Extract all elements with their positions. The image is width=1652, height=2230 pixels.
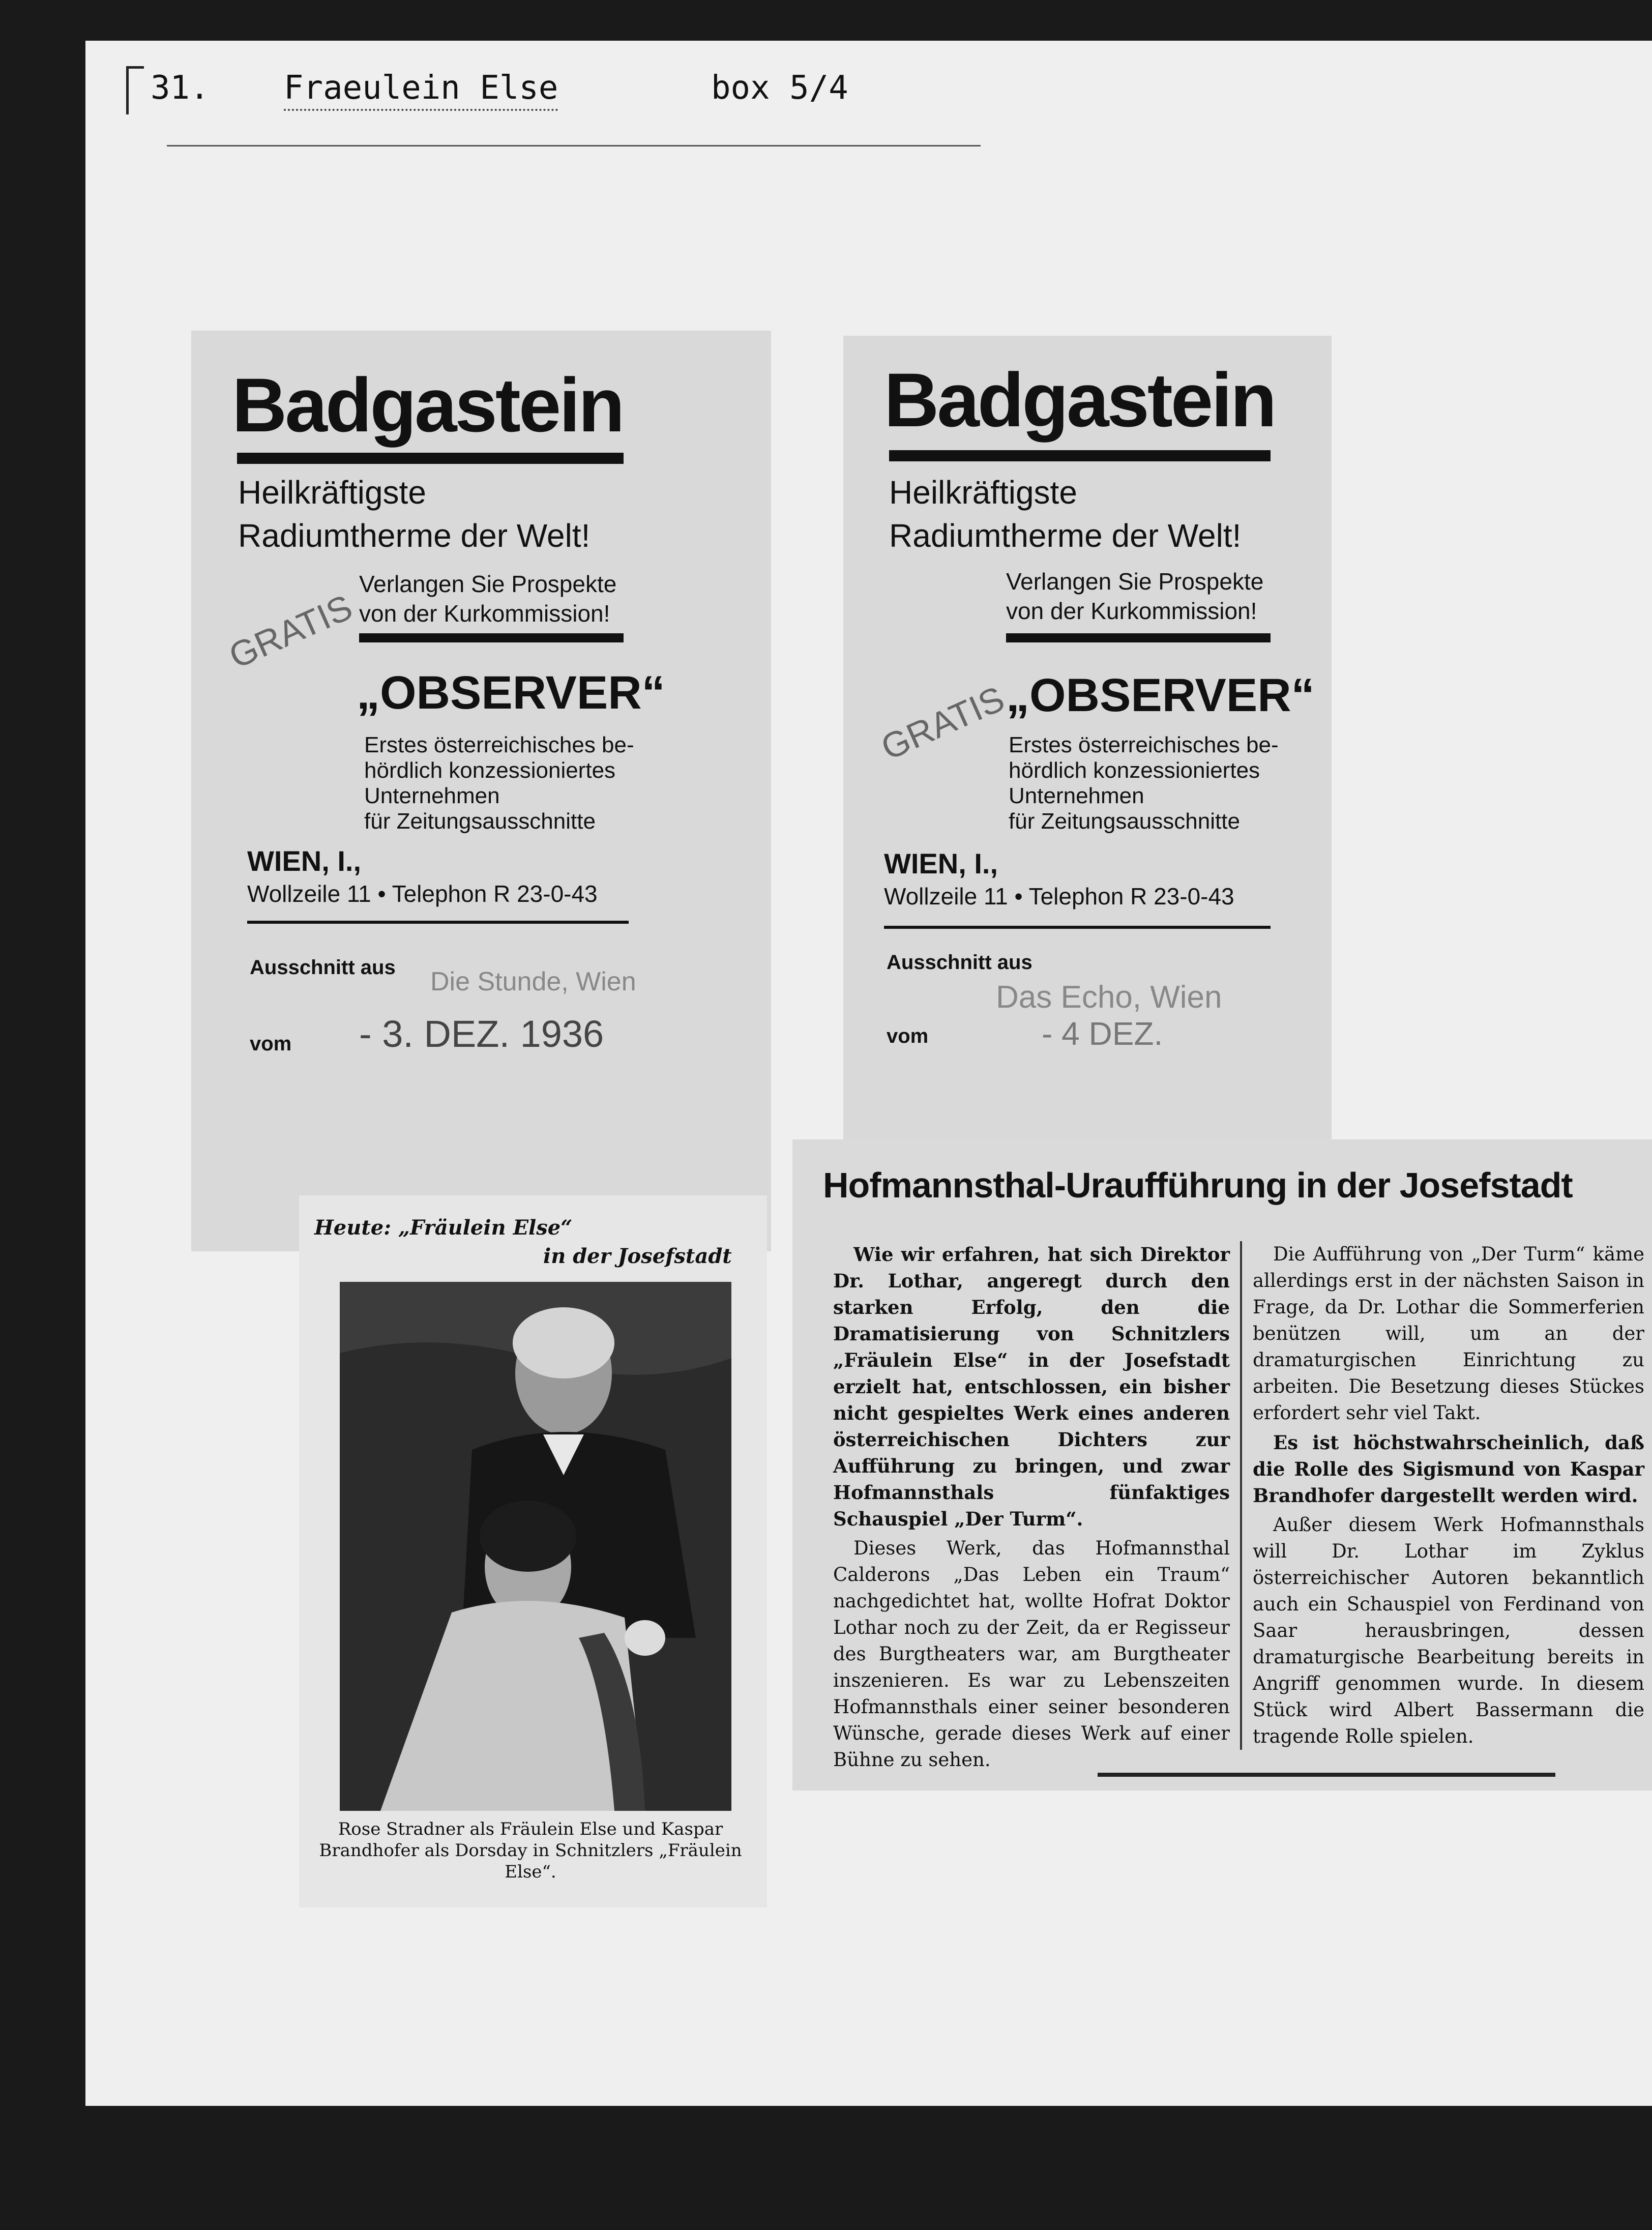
gratis-stamp: GRATIS bbox=[875, 678, 1010, 768]
article-bottom-rule bbox=[1098, 1773, 1555, 1777]
clipping-card-1 bbox=[191, 331, 771, 1251]
vom-label: vom bbox=[887, 1025, 929, 1047]
tagline-2: Radiumtherme der Welt! bbox=[238, 517, 591, 554]
brand-underline bbox=[237, 453, 624, 464]
brand-underline bbox=[889, 450, 1271, 461]
desc-line-2: hördlich konzessioniertes bbox=[364, 758, 616, 783]
ausschnitt-label: Ausschnitt aus bbox=[250, 956, 396, 979]
prospekt-line-1: Verlangen Sie Prospekte bbox=[359, 571, 617, 597]
box-label: box 5/4 bbox=[711, 69, 848, 107]
photo-caption: Rose Stradner als Fräulein Else und Kaspar Brandhofer als Dorsday in Schnitzlers „Fräulein Else“. bbox=[319, 1819, 742, 1882]
source-stamp: Die Stunde, Wien bbox=[430, 967, 636, 996]
desc-line-3: Unternehmen bbox=[1009, 783, 1144, 808]
prospekt-line-2: von der Kurkommission! bbox=[1006, 598, 1257, 624]
city-line: WIEN, I., bbox=[247, 845, 361, 877]
photo-headline-2: in der Josefstadt bbox=[543, 1244, 732, 1268]
address-rule bbox=[247, 921, 629, 924]
prospekt-line-1: Verlangen Sie Prospekte bbox=[1006, 568, 1264, 595]
ausschnitt-label: Ausschnitt aus bbox=[887, 951, 1032, 974]
date-stamp: - 3. DEZ. 1936 bbox=[359, 1013, 604, 1055]
corner-bracket bbox=[126, 66, 144, 114]
address-line: Wollzeile 11 • Telephon R 23-0-43 bbox=[247, 881, 598, 907]
item-title: Fraeulein Else bbox=[284, 69, 558, 111]
observer-name: „OBSERVER“ bbox=[357, 667, 665, 719]
desc-line-4: für Zeitungsausschnitte bbox=[364, 809, 596, 834]
photo-clipping bbox=[299, 1195, 767, 1908]
sheet-header bbox=[126, 56, 991, 127]
desc-line-4: für Zeitungsausschnitte bbox=[1009, 809, 1240, 834]
article-column-2 bbox=[1253, 1241, 1644, 1753]
address-line: Wollzeile 11 • Telephon R 23-0-43 bbox=[884, 883, 1234, 909]
date-stamp: - 4 DEZ. bbox=[1042, 1015, 1163, 1052]
gratis-stamp: GRATIS bbox=[223, 586, 358, 677]
article-paragraph: Es ist höchstwahrscheinlich, daß die Rolle des Sigismund von Kaspar Brandhofer dargestellt werden wird. bbox=[1253, 1431, 1644, 1507]
prospekt-line-2: von der Kurkommission! bbox=[359, 600, 610, 627]
address-rule bbox=[884, 926, 1271, 929]
observer-name: „OBSERVER“ bbox=[1006, 669, 1315, 721]
article-clipping bbox=[792, 1139, 1652, 1791]
article-paragraph: Die Aufführung von „Der Turm“ käme allerdings erst in der nächsten Saison in Frage, da Dr. Lothar die Sommerferien benützen will, um an der dramaturgischen Einrichtung zu arbeiten. Die Besetzung dieses Stückes erfordert sehr viel Takt. bbox=[1253, 1243, 1644, 1424]
brand-name: Badgastein bbox=[232, 362, 623, 448]
source-stamp: Das Echo, Wien bbox=[996, 980, 1222, 1015]
tagline-1: Heilkräftigste bbox=[889, 474, 1077, 511]
article-column-1 bbox=[833, 1241, 1230, 1776]
city-line: WIEN, I., bbox=[884, 847, 998, 879]
divider-bar bbox=[1006, 633, 1271, 642]
item-number: 31. bbox=[151, 69, 210, 107]
article-headline: Hofmannsthal-Uraufführung in der Josefstadt bbox=[823, 1165, 1573, 1205]
clipping-card-2 bbox=[843, 336, 1332, 1175]
column-divider bbox=[1240, 1241, 1242, 1750]
article-paragraph: Außer diesem Werk Hofmannsthals will Dr. Lothar im Zyklus österreichischer Autoren bekanntlich auch ein Schauspiel von Ferdinand von Saar herausbringen, dessen dramaturgische Bearbeitung bereits in Angriff genommen wurde. In diesem Stück wird Albert Bassermann die tragende Rolle spielen. bbox=[1253, 1514, 1644, 1747]
divider-bar bbox=[359, 633, 624, 642]
photo-headline-1: Heute: „Fräulein Else“ bbox=[314, 1216, 573, 1240]
desc-line-1: Erstes österreichisches be- bbox=[1009, 732, 1279, 757]
stage-photo bbox=[340, 1282, 731, 1811]
desc-line-2: hördlich konzessioniertes bbox=[1009, 758, 1260, 783]
brand-name: Badgastein bbox=[884, 357, 1275, 443]
article-paragraph: Wie wir erfahren, hat sich Direktor Dr. Lothar, angeregt durch den starken Erfolg, den die Dramatisierung von Schnitzlers „Fräulein Else“ in der Josefstadt erzielt hat, entschlossen, ein bisher nicht gespieltes Werk eines anderen österreichischen Dichters zur Aufführung zu bringen, und zwar Hofmannsthals fünfaktiges Schauspiel „Der Turm“. bbox=[833, 1243, 1230, 1530]
desc-line-1: Erstes österreichisches be- bbox=[364, 732, 634, 757]
stage-photo-illustration bbox=[340, 1282, 731, 1811]
article-paragraph: Dieses Werk, das Hofmannsthal Calderons „Das Leben ein Traum“ nachgedichtet hat, wollte Hofrat Doktor Lothar noch zu der Zeit, da er Regisseur des Burgtheaters war, am Burgtheater inszenieren. Es war zu Lebenszeiten Hofmannsthals einer seiner besonderen Wünsche, gerade dieses Werk auf einer Bühne zu sehen. bbox=[833, 1537, 1230, 1771]
vom-label: vom bbox=[250, 1033, 292, 1055]
header-rule bbox=[167, 145, 981, 146]
tagline-2: Radiumtherme der Welt! bbox=[889, 517, 1242, 554]
desc-line-3: Unternehmen bbox=[364, 783, 500, 808]
archive-sheet bbox=[85, 41, 1652, 2106]
tagline-1: Heilkräftigste bbox=[238, 474, 426, 511]
